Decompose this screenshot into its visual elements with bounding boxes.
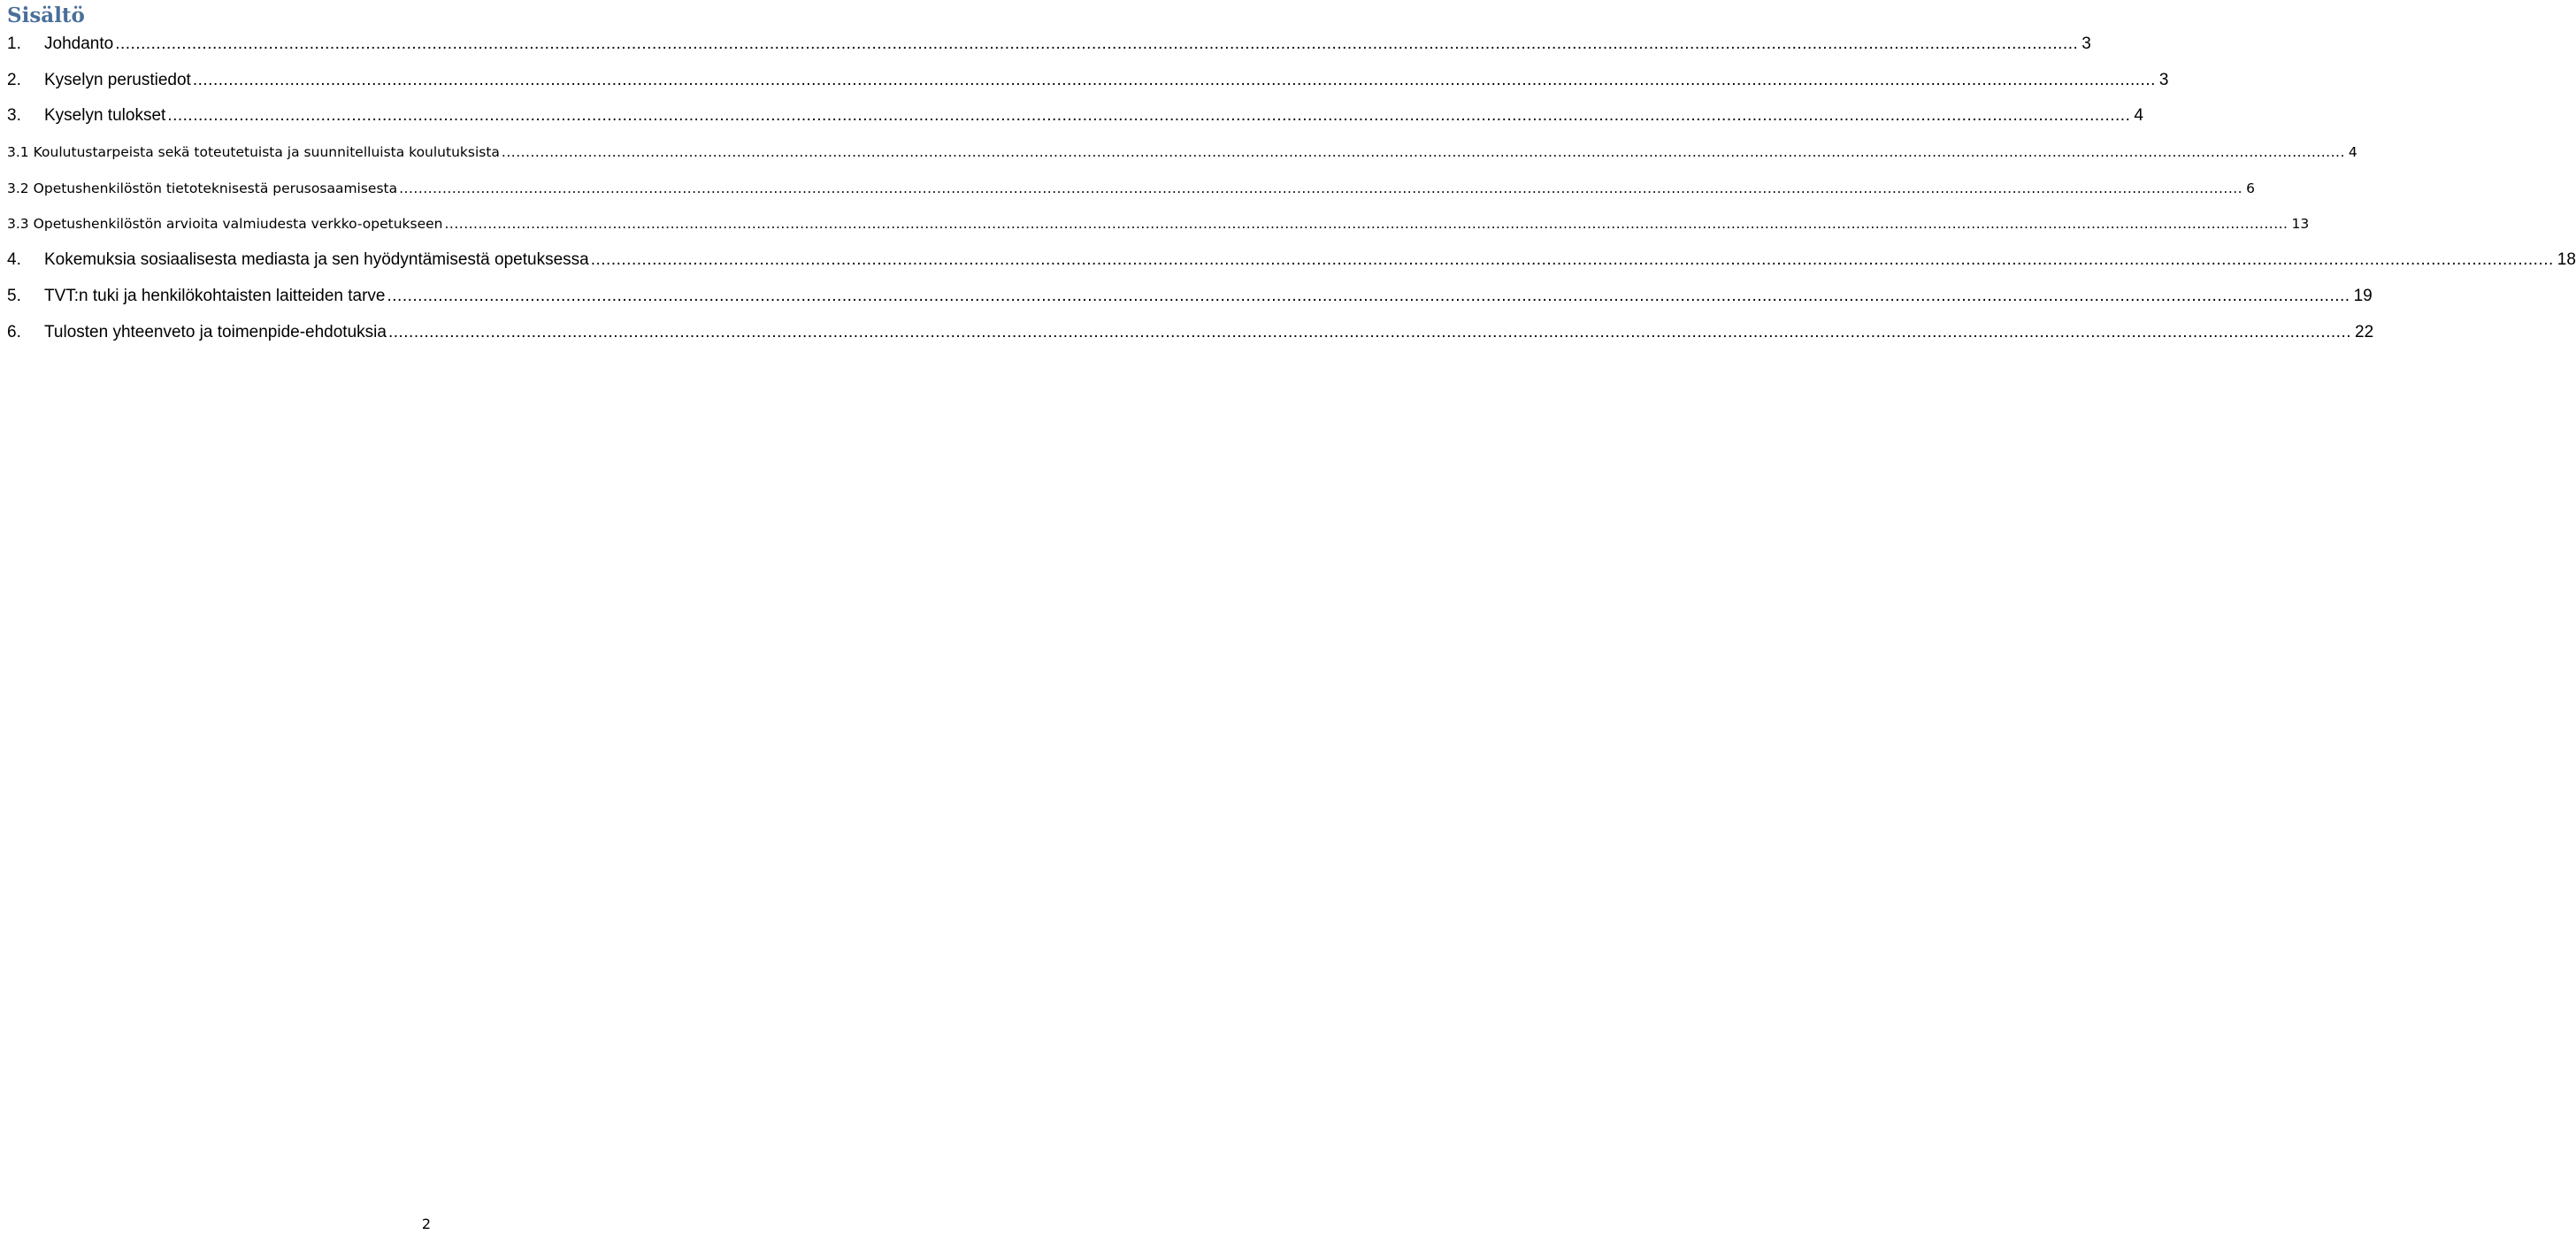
toc-entry-kyselyn-perustiedot[interactable]: [7, 63, 2169, 99]
toc-entry-title: Opetushenkilöstön arvioita valmiudesta verkko-opetukseen: [33, 216, 443, 233]
toc-entry-page: 4: [2134, 106, 2143, 126]
toc-entry-title: Kokemuksia sosiaalisesta mediasta ja sen hyödyntämisestä opetuksessa: [44, 250, 589, 270]
toc-dot-leader: [445, 206, 2288, 242]
toc-dot-leader: [115, 27, 2078, 63]
toc-entry-number: 3.3: [7, 216, 29, 233]
toc-entry-valmius-verkko-opetukseen[interactable]: [7, 206, 2310, 242]
toc-entry-number: 2.: [7, 70, 21, 89]
toc-entry-page: 13: [2291, 216, 2310, 233]
toc-heading: Sisältö: [7, 4, 85, 27]
toc-entry-title: Kyselyn perustiedot: [44, 70, 191, 89]
toc-dot-leader: [591, 242, 2554, 279]
toc-dot-leader: [388, 315, 2351, 351]
toc-entry-title: TVT:n tuki ja henkilökohtaisten laitteiden tarve: [44, 286, 386, 305]
toc-entry-title: Tulosten yhteenveto ja toimenpide-ehdotuksia: [44, 322, 387, 341]
toc-entry-page: 3: [2082, 35, 2091, 53]
toc-entry-title: Opetushenkilöstön tietoteknisestä perusosaamisesta: [33, 180, 398, 196]
toc-entry-kyselyn-tulokset[interactable]: [7, 98, 2143, 134]
toc-entry-page: 3: [2158, 70, 2169, 89]
toc-entry-number: 4.: [7, 250, 21, 270]
toc-entry-number: 5.: [7, 286, 21, 305]
page-number: 2: [421, 1216, 432, 1232]
toc-entry-koulutustarpeista[interactable]: [7, 134, 2358, 171]
toc-entry-title: Johdanto: [44, 35, 114, 53]
toc-entry-yhteenveto[interactable]: [7, 315, 2374, 351]
toc-entry-number: 3.2: [7, 180, 29, 196]
toc-entry-title: Koulutustarpeista sekä toteutetuista ja suunnitelluista koulutuksista: [33, 144, 500, 161]
toc-entry-page: 18: [2557, 250, 2576, 270]
table-of-contents: [7, 27, 2576, 350]
toc-dot-leader: [502, 134, 2345, 171]
toc-entry-page: 4: [2348, 144, 2358, 161]
toc-dot-leader: [399, 171, 2242, 207]
toc-entry-page: 19: [2353, 286, 2373, 305]
toc-entry-number: 3.1: [7, 144, 29, 161]
toc-entry-number: 1.: [7, 35, 21, 53]
toc-entry-tvt-tuki[interactable]: [7, 279, 2373, 315]
toc-entry-page: 22: [2355, 322, 2374, 341]
toc-entry-number: 6.: [7, 322, 21, 341]
toc-dot-leader: [193, 63, 2156, 99]
toc-entry-page: 6: [2246, 180, 2255, 196]
toc-dot-leader: [167, 98, 2130, 134]
toc-entry-number: 3.: [7, 106, 21, 126]
toc-dot-leader: [387, 279, 2350, 315]
toc-entry-perusosaaminen[interactable]: [7, 171, 2255, 207]
toc-entry-title: Kyselyn tulokset: [44, 106, 166, 126]
toc-entry-johdanto[interactable]: [7, 27, 2091, 63]
toc-entry-sosiaalinen-media[interactable]: [7, 242, 2576, 279]
